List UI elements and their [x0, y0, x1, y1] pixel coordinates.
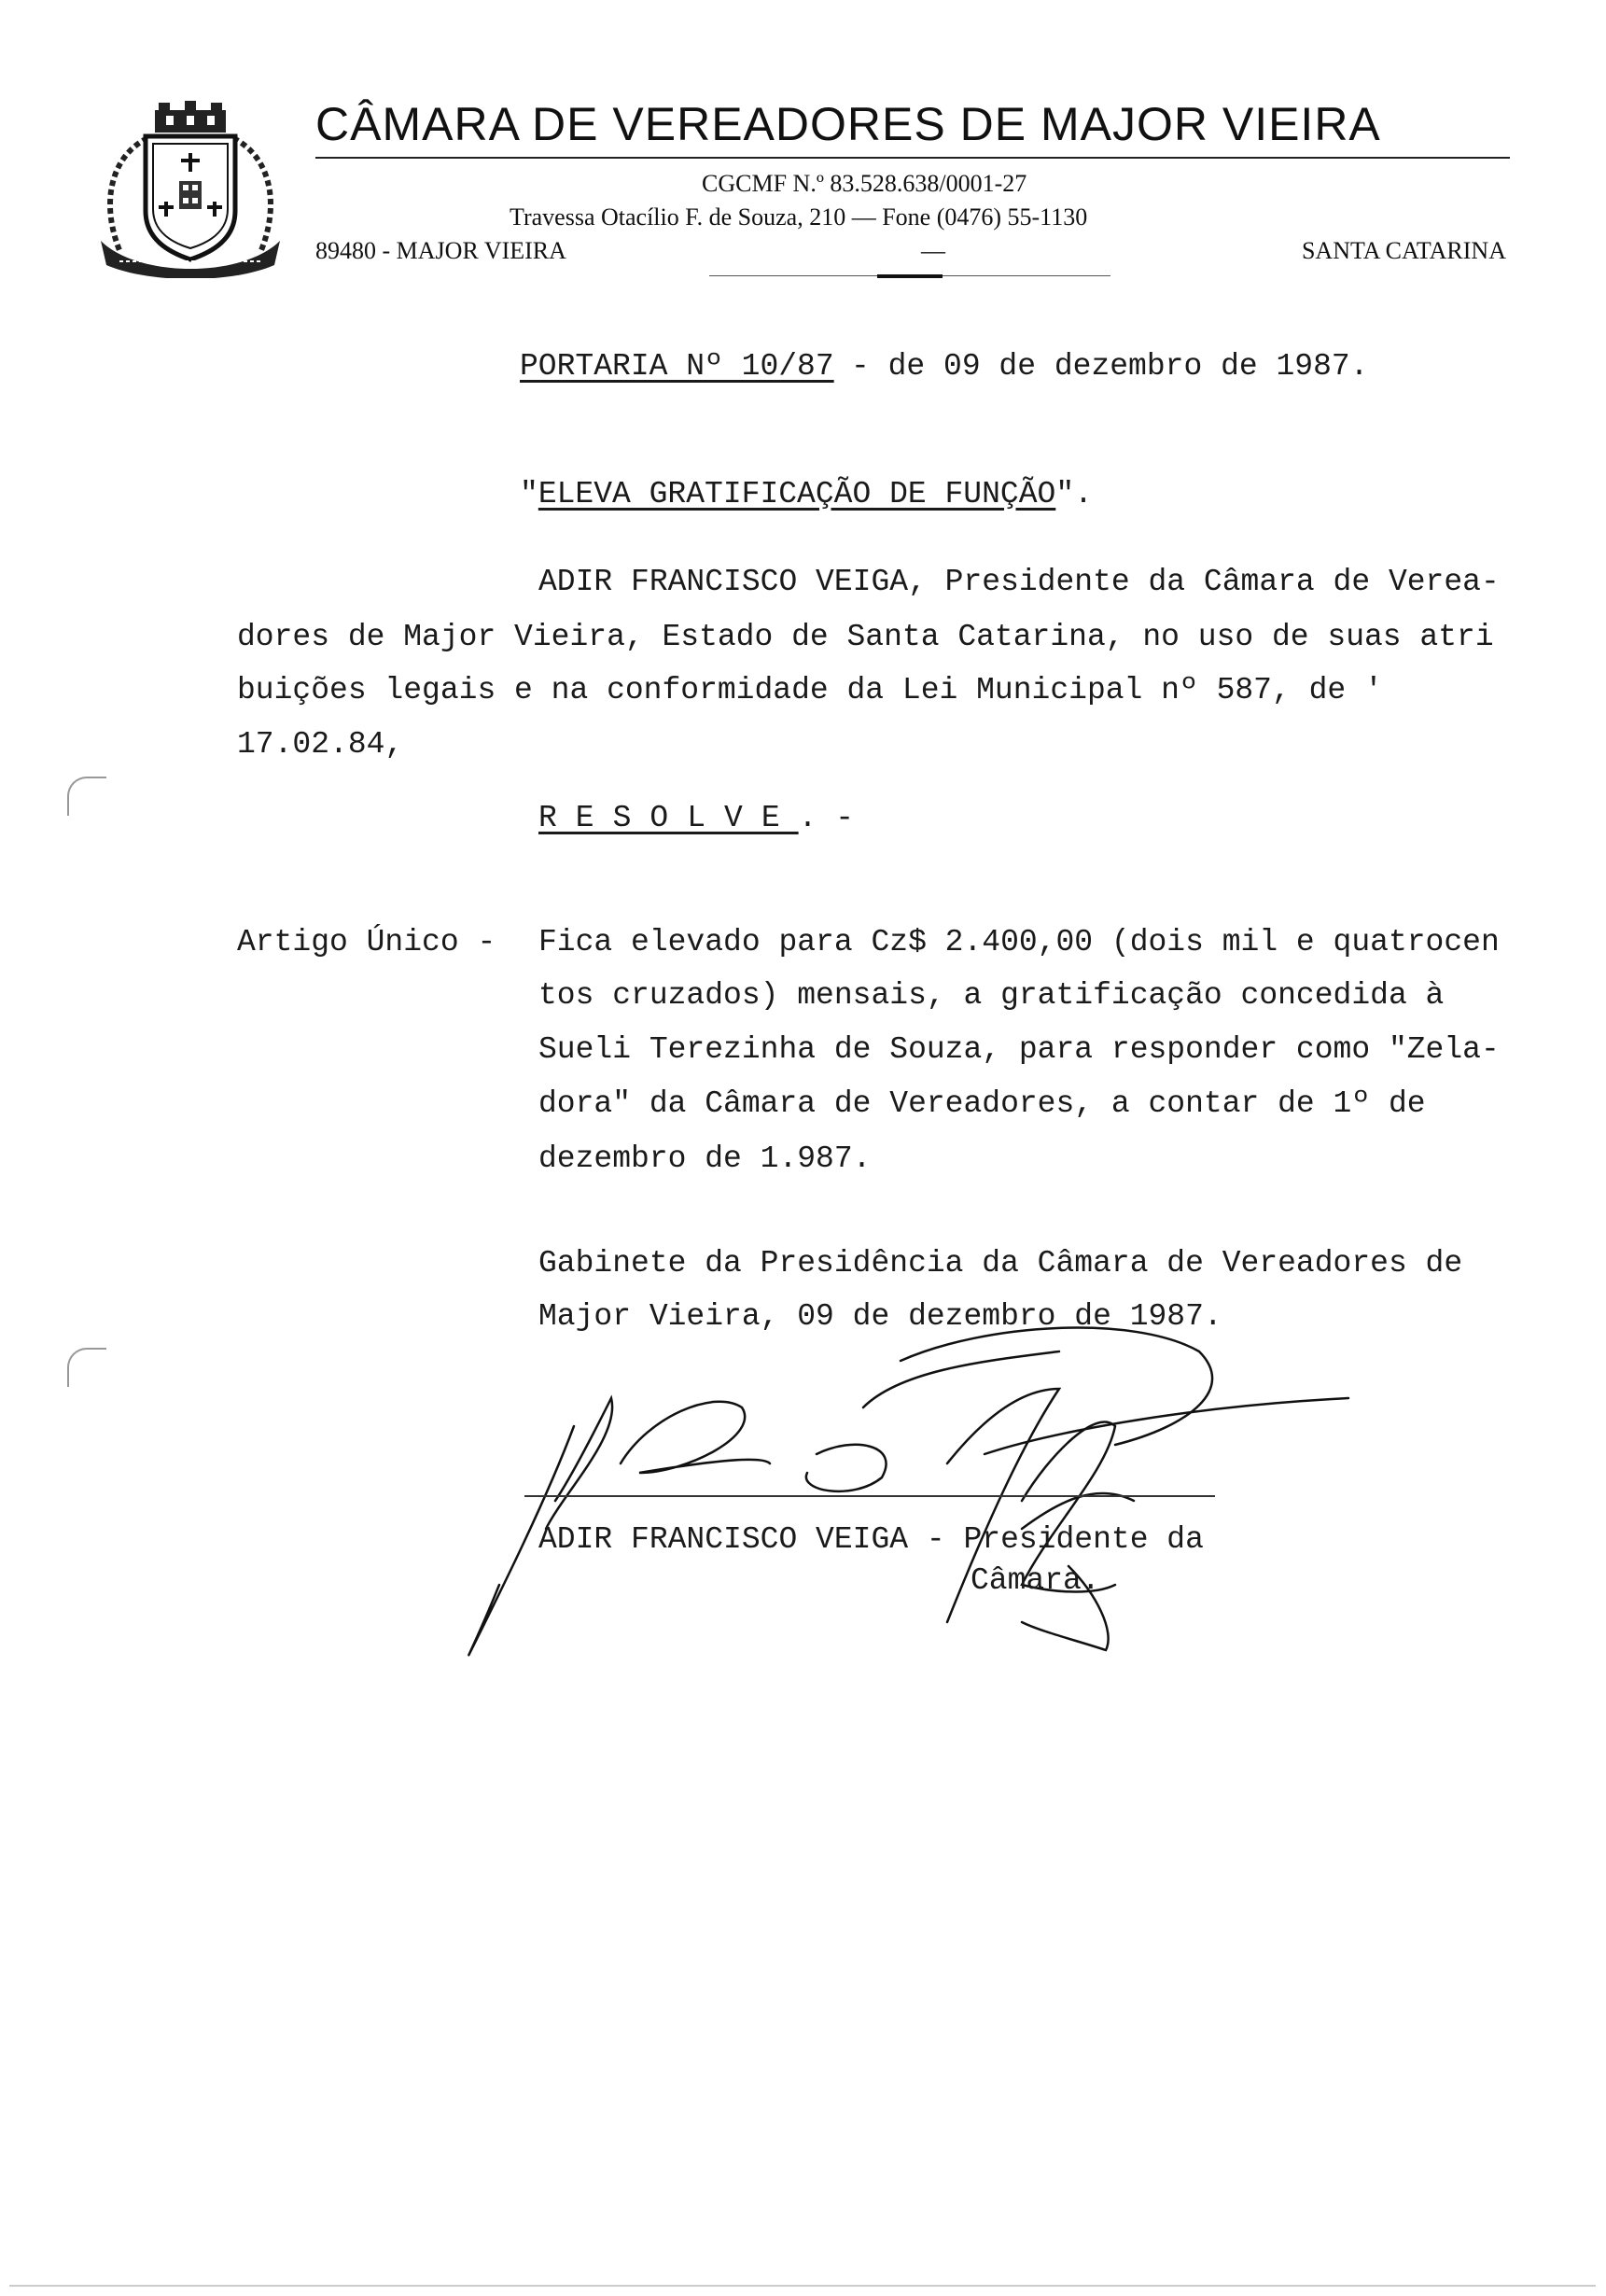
institution-city: 89480 - MAJOR VIEIRA	[315, 237, 566, 264]
header-rule	[315, 157, 1510, 159]
institution-address: Travessa Otacílio F. de Souza, 210 — Fone (0476) 55-1130	[510, 203, 1088, 231]
artigo-line: dora" da Câmara de Vereadores, a contar de 1º de	[538, 1086, 1426, 1121]
artigo-line: Fica elevado para Cz$ 2.400,00 (dois mil e quatrocen	[538, 925, 1500, 959]
resolve-heading: RESOLVE. -	[538, 801, 855, 835]
artigo-line: tos cruzados) mensais, a gratificação concedida à	[538, 978, 1445, 1013]
header-underline-mark	[877, 274, 943, 278]
ementa: "ELEVA GRATIFICAÇÃO DE FUNÇÃO".	[520, 477, 1093, 511]
artigo-line: dezembro de 1.987.	[538, 1141, 872, 1176]
cgcmf-number: CGCMF N.º 83.528.638/0001-27	[702, 170, 1027, 197]
institution-title: CÂMARA DE VEREADORES DE MAJOR VIEIRA	[315, 98, 1381, 150]
signatory-title: Câmara.	[971, 1563, 1100, 1598]
portaria-date: - de 09 de dezembro de 1987.	[851, 349, 1369, 384]
preamble-line: dores de Major Vieira, Estado de Santa Catarina, no uso de suas atri	[237, 620, 1494, 654]
artigo-label: Artigo Único -	[237, 925, 496, 959]
signature-line	[524, 1495, 1215, 1497]
header-separator: —	[921, 237, 945, 264]
handwritten-signature	[462, 1314, 1395, 1669]
preamble-line: 17.02.84,	[237, 727, 404, 762]
institution-state: SANTA CATARINA	[1301, 237, 1506, 264]
signatory-name: ADIR FRANCISCO VEIGA - Presidente da	[538, 1522, 1204, 1557]
closing-line: Major Vieira, 09 de dezembro de 1987.	[538, 1299, 1222, 1334]
closing-line: Gabinete da Presidência da Câmara de Vereadores de	[538, 1246, 1463, 1281]
punch-hole-mark	[67, 777, 106, 816]
page-edge	[9, 2285, 1596, 2287]
artigo-line: Sueli Terezinha de Souza, para responder como "Zela-	[538, 1032, 1500, 1067]
municipal-crest-icon	[91, 101, 289, 278]
preamble-line: ADIR FRANCISCO VEIGA, Presidente da Câmara de Verea-	[538, 565, 1500, 599]
preamble-line: buições legais e na conformidade da Lei Municipal nº 587, de '	[237, 673, 1383, 707]
punch-hole-mark	[67, 1348, 106, 1387]
portaria-number: PORTARIA Nº 10/87	[520, 349, 834, 384]
